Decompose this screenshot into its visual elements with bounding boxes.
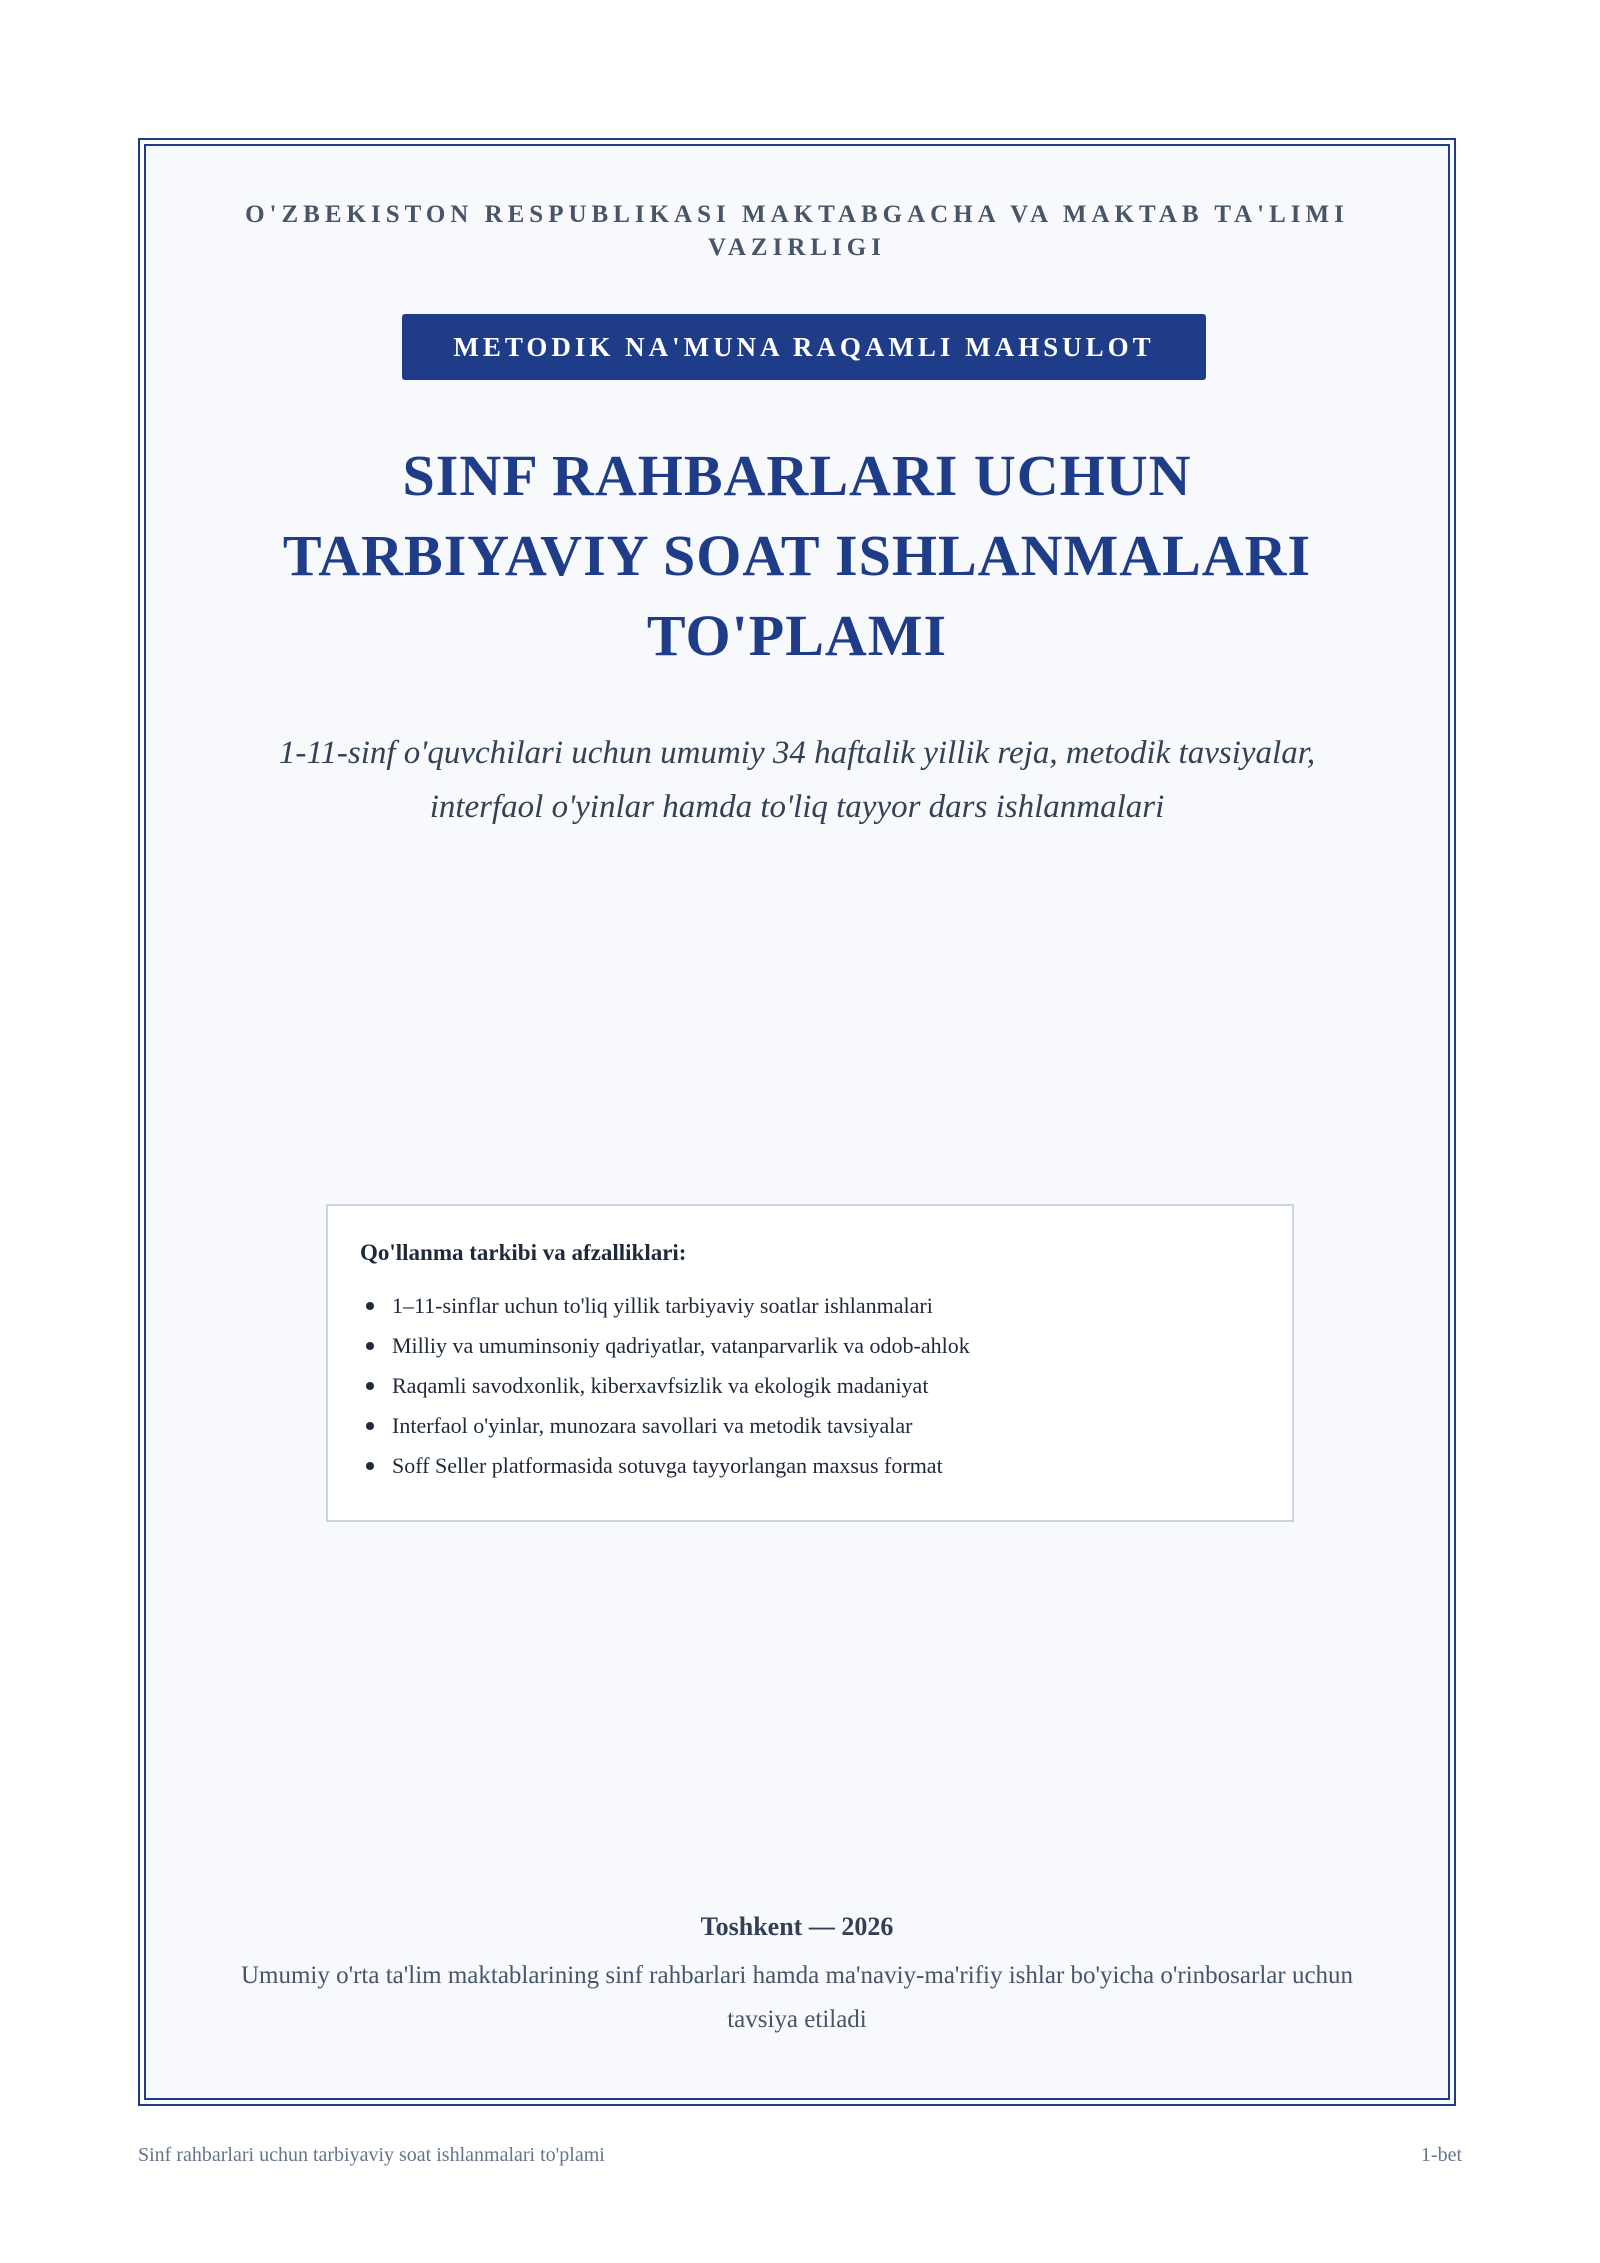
page-number: 1-bet [1420,2144,1462,2166]
title-line: TO'PLAMI [646,603,948,668]
recommendation-line: tavsiya etiladi [727,2006,867,2033]
page-border-frame [138,138,1456,2106]
ministry-name: O'ZBEKISTON RESPUBLIKASI MAKTABGACHA VA MAKTAB TA'LIMI VAZIRLIGI [245,201,1349,261]
list-item-text: Raqamli savodxonlik, kiberxavfsizlik va ekologik madaniyat [392,1373,929,1398]
contents-info-box [326,1204,1294,1522]
bullet-icon [366,1302,374,1310]
product-badge: METODIK NA'MUNA RAQAMLI MAHSULOT [402,314,1206,380]
cover-panel [144,144,1450,2100]
bullet-icon [366,1422,374,1430]
list-item-text: 1–11-sinflar uchun to'liq yillik tarbiyaviy soatlar ishlanmalari [392,1293,933,1318]
features-list [360,1286,1260,1486]
bullet-icon [366,1382,374,1390]
list-item-text: Soff Seller platformasida sotuvga tayyorlangan maxsus format [392,1453,943,1478]
bullet-icon [366,1462,374,1470]
page-footer [138,2144,1462,2167]
list-item [360,1366,1260,1406]
title-line: SINF RAHBARLARI UCHUN [402,443,1192,508]
list-item-text: Milliy va umuminsoniy qadriyatlar, vatanparvarlik va odob-ahlok [392,1333,970,1358]
city-year: Toshkent — 2026 [700,1912,894,1941]
list-item [360,1406,1260,1446]
bullet-icon [366,1342,374,1350]
document-title [206,436,1388,676]
list-item [360,1286,1260,1326]
list-item [360,1326,1260,1366]
footer-document-name: Sinf rahbarlari uchun tarbiyaviy soat ishlanmalari to'plami [138,2144,605,2166]
subtitle-line: 1-11-sinf o'quvchilari uchun umumiy 34 haftalik yillik reja, metodik tavsiyalar, [278,735,1316,771]
list-item [360,1446,1260,1486]
subtitle-line: interfaol o'yinlar hamda to'liq tayyor dars ishlanmalari [429,789,1165,825]
document-subtitle [226,726,1368,834]
info-box-title: Qo'llanma tarkibi va afzalliklari: [360,1240,687,1265]
recommendation-line: Umumiy o'rta ta'lim maktablarining sinf rahbarlari hamda ma'naviy-ma'rifiy ishlar bo'yicha o'rinbosarlar uchun [240,1962,1354,1989]
recommendation-note [206,1954,1388,2042]
list-item-text: Interfaol o'yinlar, munozara savollari va metodik tavsiyalar [392,1413,913,1438]
title-line: TARBIYAVIY SOAT ISHLANMALARI [282,523,1312,588]
